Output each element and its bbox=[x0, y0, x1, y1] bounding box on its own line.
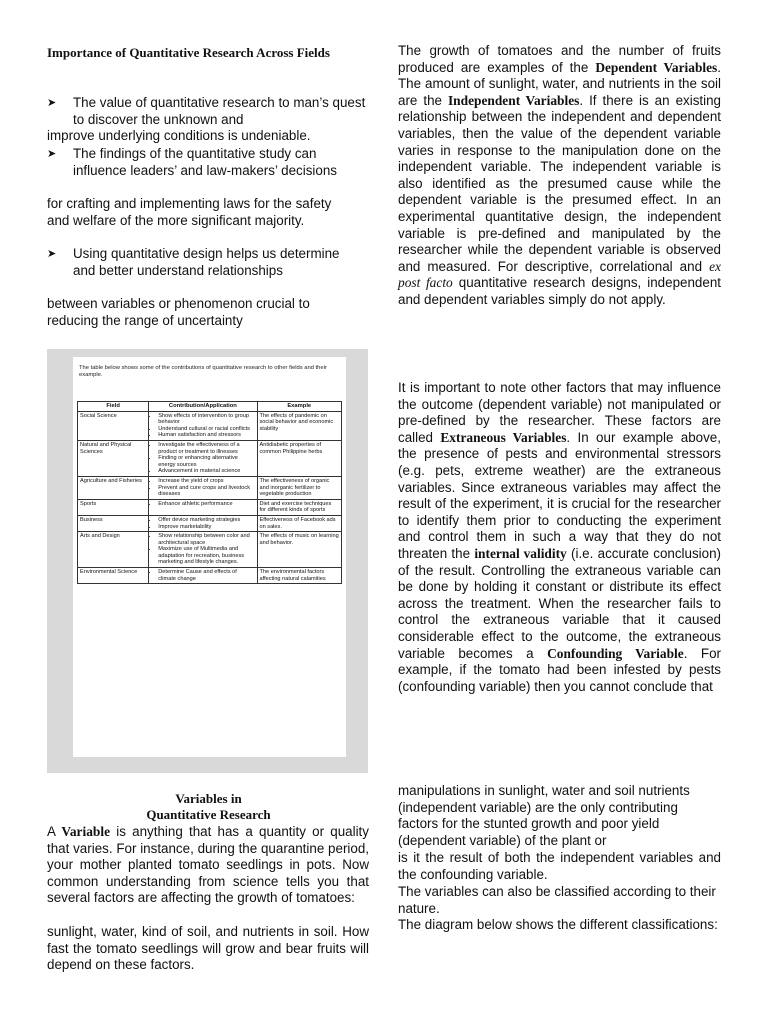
variable-definition-paragraph bbox=[47, 824, 369, 907]
arrow-bullet-icon: ➤ bbox=[47, 148, 57, 160]
table-cell-example: The effects of music on learning and behavior. bbox=[257, 532, 342, 568]
table-cell-contribution bbox=[149, 411, 257, 440]
term-variable: Variable bbox=[61, 824, 111, 839]
term-confounding-variable: Confounding Variable bbox=[547, 645, 684, 661]
bullet-continuation: between variables or phenomenon crucial to reducing the range of uncertainty bbox=[47, 296, 310, 328]
text-span: It is important to note other factors that may influence the outcome (dependent variable) not manipulated or pre-defined by the researcher. These factors are called bbox=[398, 380, 721, 445]
table-cell-example: The effectiveness of organic and inorganic fertilizer to vegetable production bbox=[257, 476, 342, 499]
dependent-independent-paragraph bbox=[398, 43, 721, 309]
arrow-bullet-icon: ➤ bbox=[47, 248, 57, 260]
contributions-table-figure bbox=[47, 349, 368, 773]
text-span: quantitative research designs, independent and dependent variables simply do not apply. bbox=[398, 275, 721, 307]
table-row bbox=[78, 440, 342, 476]
confounding-result-paragraph: is it the result of both the independent variables and the confounding variable. bbox=[398, 850, 721, 882]
classification-paragraph: The variables can also be classified according to their nature. bbox=[398, 884, 716, 916]
table-row bbox=[78, 476, 342, 499]
table-cell-contribution bbox=[149, 532, 257, 568]
contribution-item: • Finding or enhancing alternative energy sources bbox=[158, 455, 254, 468]
contributions-table bbox=[77, 401, 342, 584]
table-cell-example: Diet and exercise techniques for different kinds of sports bbox=[257, 499, 342, 515]
table-cell-field: Business bbox=[78, 515, 149, 531]
table-header-contribution: Contribution/Application bbox=[149, 402, 257, 412]
table-cell-field: Social Science bbox=[78, 411, 149, 440]
bullet-item bbox=[47, 95, 370, 128]
table-header-row bbox=[78, 402, 342, 412]
contribution-item: • Offer device marketing strategies bbox=[158, 517, 254, 524]
bullet-text: Using quantitative design helps us determine and better understand relationships bbox=[73, 246, 340, 278]
text-span: The growth of tomatoes and the number of fruits produced are examples of the bbox=[398, 43, 721, 75]
contribution-item: • Investigate the effectiveness of a product or treatment to illnesses bbox=[158, 442, 254, 455]
term-independent-variables: Independent Variables bbox=[447, 92, 580, 108]
table-cell-contribution bbox=[149, 515, 257, 531]
contribution-item: • Show relationship between color and architectural space bbox=[158, 533, 254, 546]
table-row bbox=[78, 532, 342, 568]
table-cell-field: Agriculture and Fisheries bbox=[78, 476, 149, 499]
contribution-item: • Advancement in material science bbox=[158, 468, 254, 475]
section-title: Importance of Quantitative Research Across Fields bbox=[47, 45, 330, 60]
text-span: tomato had been infested by pests (confounding variable) then you cannot conclude that bbox=[398, 662, 721, 694]
table-caption: The table below shows some of the contributions of quantitative research to other fields and their example. bbox=[79, 365, 327, 378]
text-span: . In our example above, the presence of pests and environmental stressors (e.g. pets, extreme weather) are the extraneous variables. Since extraneous variables may affect the result of the experiment, it is crucial for the researcher to identify them prior to conducting the experiment and control them in such a way that they do not threaten the bbox=[398, 429, 721, 561]
text-span: A bbox=[47, 824, 56, 839]
table-header-field: Field bbox=[78, 402, 149, 412]
contribution-item: • Increase the yield of crops bbox=[158, 478, 254, 485]
contribution-item: • Maximize use of Multimedia and adaptation for recreation, business marketing and lifestyle changes. bbox=[158, 546, 254, 566]
table-cell-contribution bbox=[149, 440, 257, 476]
contribution-item: • Enhance athletic performance bbox=[158, 501, 254, 508]
contribution-item: • Improve marketability bbox=[158, 524, 254, 531]
term-extraneous-variables: Extraneous Variables bbox=[440, 429, 567, 445]
table-cell-field: Natural and Physical Sciences bbox=[78, 440, 149, 476]
bullet-continuation: improve underlying conditions is undeniable. bbox=[47, 128, 311, 143]
table-row bbox=[78, 411, 342, 440]
contribution-item: • Determine Cause and effects of climate change bbox=[158, 569, 254, 582]
table-cell-contribution bbox=[149, 568, 257, 584]
contribution-item: • Human satisfaction and stressors bbox=[158, 432, 254, 439]
table-cell-contribution bbox=[149, 476, 257, 499]
term-dependent-variables: Dependent Variables bbox=[595, 59, 718, 75]
table-row bbox=[78, 515, 342, 531]
section-subheading: Variables in bbox=[175, 791, 242, 806]
table-row bbox=[78, 499, 342, 515]
table-cell-example: Effectiveness of Facebook ads on sales. bbox=[257, 515, 342, 531]
table-cell-example: The environmental factors affecting natural calamities bbox=[257, 568, 342, 584]
table-row bbox=[78, 568, 342, 584]
text-span: . The amount of sunlight, water, and nutrients in the soil are the bbox=[398, 59, 721, 108]
arrow-bullet-icon: ➤ bbox=[47, 97, 57, 109]
contribution-item: • Understand cultural or racial conflicts bbox=[158, 426, 254, 433]
contribution-item: • Prevent and cure crops and livestock diseases bbox=[158, 485, 254, 498]
term-ex-post-facto: ex post facto bbox=[398, 258, 721, 291]
table-header-example: Example bbox=[257, 402, 342, 412]
table-cell-field: Sports bbox=[78, 499, 149, 515]
text-span: (i.e. accurate conclusion) of the result. Controlling the extraneous variable can be done by holding it constant or distribute its effect across the treatment. When the researcher fails to control the extraneous variable that it caused considerable effect to the outcome, the extraneous variable becomes a bbox=[398, 545, 721, 661]
term-internal-validity: internal validity bbox=[474, 545, 567, 561]
contribution-item: • Show effects of intervention to group behavior bbox=[158, 413, 254, 426]
section-subheading: Quantitative Research bbox=[146, 807, 271, 822]
text-span: . For example, if the bbox=[398, 645, 721, 678]
bullet-continuation: for crafting and implementing laws for the safety and welfare of the more significant majority. bbox=[47, 196, 332, 228]
table-cell-example: The effects of pandemic on social behavior and economic stability bbox=[257, 411, 342, 440]
diagram-intro-paragraph: The diagram below shows the different classifications: bbox=[398, 917, 718, 932]
manipulations-paragraph: manipulations in sunlight, water and soil nutrients (independent variable) are the only contributing factors for the stunted growth and poor yield (dependent variable) of the plant or bbox=[398, 783, 690, 848]
bullet-text: The value of quantitative research to man’s quest to discover the unknown and bbox=[73, 95, 366, 127]
text-span: . If there is an existing relationship between the independent and dependent variables, then the value of the dependent variable varies in response to the manipulation done on the independent variable. The independent variable is also identified as the presumed cause while the dependent variable is the presumed effect. In an experimental quantitative design, the independent variable is pre-defined and manipulated by the researcher while the dependent variable is observed and measured. For descriptive, correlational and bbox=[398, 92, 721, 274]
text-span: is anything that has a quantity or quality that varies. For instance, during the quarantine period, your mother planted tomato seedlings in pots. Now common understanding from science tells you that several factors are affecting the growth of tomatoes: bbox=[47, 824, 369, 906]
bullet-item bbox=[47, 246, 347, 279]
table-cell-contribution bbox=[149, 499, 257, 515]
table-cell-field: Arts and Design bbox=[78, 532, 149, 568]
table-cell-field: Environmental Science bbox=[78, 568, 149, 584]
factors-paragraph: sunlight, water, kind of soil, and nutrients in soil. How fast the tomato seedlings will grow and bear fruits will depend on these factors. bbox=[47, 924, 369, 973]
table-cell-example: Antidiabetic properties of common Philippine herbs bbox=[257, 440, 342, 476]
bullet-text: The findings of the quantitative study can influence leaders’ and law-makers’ decisions bbox=[73, 146, 337, 178]
bullet-item bbox=[47, 146, 370, 179]
table-sheet bbox=[73, 357, 346, 757]
extraneous-variables-paragraph bbox=[398, 380, 721, 695]
